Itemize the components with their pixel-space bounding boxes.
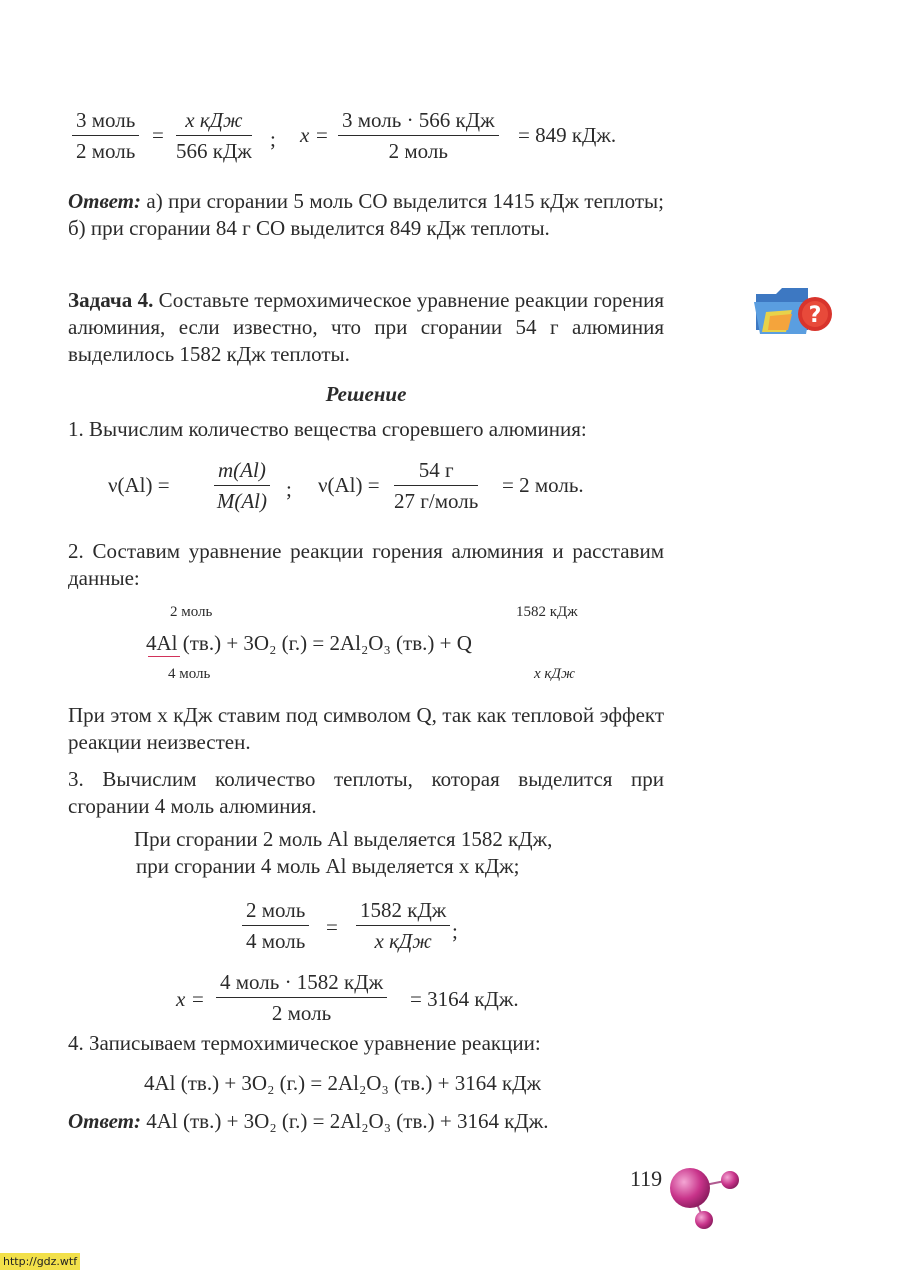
fraction-2mol-4mol bbox=[242, 898, 309, 953]
answer-label: Ответ: bbox=[68, 189, 141, 213]
step-2-text: 2. Составим уравнение реакции горения алюминия и расставим данные: bbox=[68, 539, 664, 590]
fraction-denominator: 566 кДж bbox=[176, 139, 252, 163]
result: = 2 моль. bbox=[502, 473, 584, 497]
task-text: Составьте термохимическое уравнение реакции горения алюминия, если известно, что при сгорании 54 г алюминия выделилось 1582 кДж теплоты. bbox=[68, 288, 665, 366]
result: = 3164 кДж. bbox=[410, 987, 519, 1011]
solution-heading: Решение bbox=[325, 382, 407, 406]
task-label: Задача 4. bbox=[68, 288, 154, 312]
x-lhs: x = bbox=[176, 987, 205, 1011]
result: = 849 кДж. bbox=[518, 123, 617, 147]
separator: ; bbox=[270, 127, 276, 151]
nu-al-lhs: ν(Al) = bbox=[108, 473, 170, 497]
step-4-text: 4. Записываем термохимическое уравнение реакции: bbox=[68, 1031, 541, 1055]
fraction-numerator: 4 моль · 1582 кДж bbox=[216, 970, 387, 998]
folder-question-icon bbox=[752, 282, 838, 342]
proportion-line-2: при сгорании 4 моль Al выделяется x кДж; bbox=[136, 854, 520, 878]
separator: ; bbox=[286, 477, 292, 501]
note-paragraph: При этом x кДж ставим под символом Q, так как тепловой эффект реакции неизвестен. bbox=[68, 703, 664, 754]
task-4-paragraph bbox=[68, 287, 664, 368]
above-left-label: 2 моль bbox=[170, 604, 213, 620]
nu-al-lhs-2: ν(Al) = bbox=[318, 473, 380, 497]
red-underline bbox=[148, 656, 180, 657]
watermark-link[interactable]: http://gdz.wtf bbox=[0, 1253, 80, 1270]
below-left-label: 4 моль bbox=[168, 666, 211, 682]
fraction-54-over-27 bbox=[394, 458, 478, 513]
fraction-numerator: 3 моль · 566 кДж bbox=[338, 108, 499, 136]
fraction-denominator: x кДж bbox=[374, 929, 432, 953]
equals-sign: = bbox=[326, 915, 338, 939]
fraction-numerator: 2 моль bbox=[242, 898, 309, 926]
separator: ; bbox=[452, 919, 458, 943]
fraction-denominator: 2 моль bbox=[388, 139, 448, 163]
proportion-line-1: При сгорании 2 моль Al выделяется 1582 кДж, bbox=[134, 827, 553, 851]
fraction-denominator: 4 моль bbox=[246, 929, 306, 953]
below-right-label: x кДж bbox=[534, 666, 575, 682]
answer-text: а) при сгорании 5 моль СО выделится 1415 кДж теплоты; б) при сгорании 84 г СО выделится 849 кДж теплоты. bbox=[68, 189, 664, 240]
fraction-x-566 bbox=[176, 108, 252, 163]
step-3-text: 3. Вычислим количество теплоты, которая выделится при сгорании 4 моль алюминия. bbox=[68, 767, 664, 818]
x-lhs: x = bbox=[300, 123, 329, 147]
fraction-3mol-2mol bbox=[72, 108, 139, 163]
page-number: 119 bbox=[630, 1166, 663, 1191]
answer-paragraph-1 bbox=[68, 188, 664, 242]
step-1-text: 1. Вычислим количество вещества сгоревшего алюминия: bbox=[68, 417, 587, 441]
fraction-denominator: M(Al) bbox=[216, 489, 267, 513]
above-right-label: 1582 кДж bbox=[516, 604, 578, 620]
final-equation: 4Al (тв.) + 3O₂ (г.) = 2Al₂O₃ (тв.) + 3164 кДж bbox=[144, 1071, 542, 1095]
fraction-numerator: x кДж bbox=[176, 108, 252, 136]
fraction-m-over-M bbox=[214, 458, 270, 513]
equals-sign: = bbox=[152, 123, 164, 147]
svg-text:?: ? bbox=[808, 303, 822, 328]
answer-paragraph-2 bbox=[68, 1108, 549, 1135]
fraction-numerator: m(Al) bbox=[214, 458, 270, 486]
reaction-equation: 4Al (тв.) + 3O₂ (г.) = 2Al₂O₃ (тв.) + Q bbox=[146, 631, 472, 655]
answer-text: 4Al (тв.) + 3O₂ (г.) = 2Al₂O₃ (тв.) + 3164 кДж. bbox=[141, 1109, 549, 1133]
answer-label: Ответ: bbox=[68, 1109, 141, 1133]
fraction-x-formula bbox=[338, 108, 499, 163]
fraction-x-result bbox=[216, 970, 387, 1025]
fraction-1582-x bbox=[356, 898, 450, 953]
fraction-numerator: 1582 кДж bbox=[356, 898, 450, 926]
fraction-denominator: 27 г/моль bbox=[394, 489, 479, 513]
fraction-denominator: 2 моль bbox=[76, 139, 136, 163]
fraction-numerator: 3 моль bbox=[72, 108, 139, 136]
fraction-denominator: 2 моль bbox=[271, 1001, 332, 1025]
molecule-icon bbox=[664, 1158, 744, 1234]
fraction-numerator: 54 г bbox=[394, 458, 478, 486]
